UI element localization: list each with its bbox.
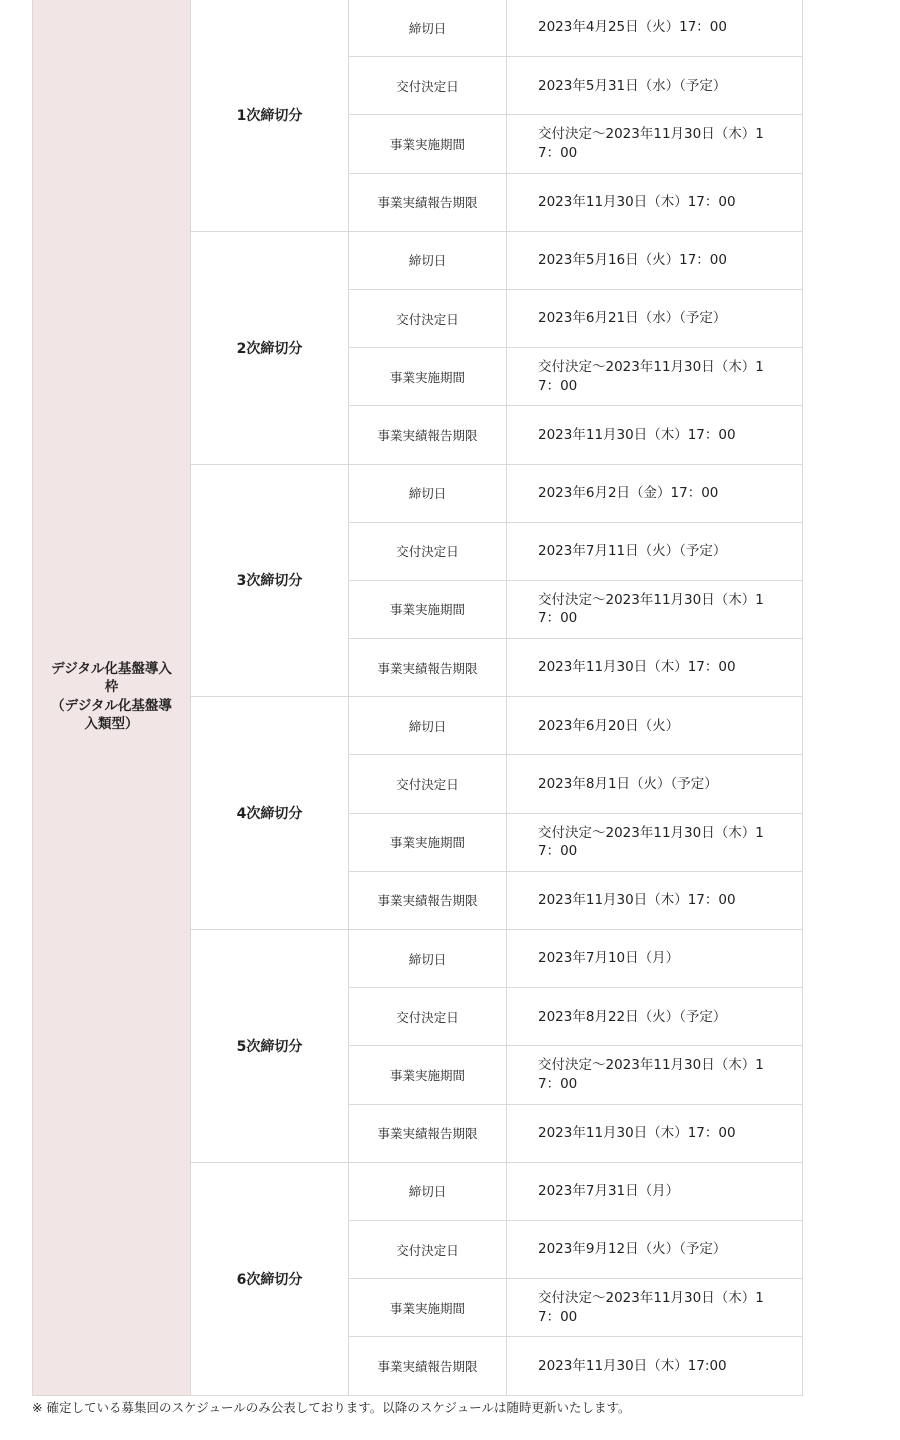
item-value: 2023年5月31日（水）（予定） xyxy=(507,57,803,115)
item-value: 2023年7月31日（月） xyxy=(507,1162,803,1220)
item-value: 2023年5月16日（火）17：00 xyxy=(507,231,803,289)
schedule-table-body xyxy=(33,0,803,1395)
item-value: 2023年11月30日（木）17：00 xyxy=(507,406,803,464)
item-label: 事業実施期間 xyxy=(349,348,507,406)
item-value: 2023年6月2日（金）17：00 xyxy=(507,464,803,522)
round-label: 5次締切分 xyxy=(191,930,349,1163)
item-label: 事業実績報告期限 xyxy=(349,639,507,697)
item-label: 交付決定日 xyxy=(349,522,507,580)
item-label: 事業実施期間 xyxy=(349,1046,507,1104)
item-value: 2023年6月20日（火） xyxy=(507,697,803,755)
schedule-note: ※ 確定している募集回のスケジュールのみ公表しております。以降のスケジュールは随時更新いたします。 xyxy=(32,1400,631,1415)
item-value: 交付決定～2023年11月30日（木）17：00 xyxy=(507,580,803,638)
item-label: 事業実施期間 xyxy=(349,813,507,871)
item-value: 交付決定～2023年11月30日（木）17：00 xyxy=(507,813,803,871)
item-value: 交付決定～2023年11月30日（木）17：00 xyxy=(507,1046,803,1104)
item-value: 2023年11月30日（木）17：00 xyxy=(507,173,803,231)
item-label: 交付決定日 xyxy=(349,1220,507,1278)
item-label: 締切日 xyxy=(349,1162,507,1220)
item-value: 2023年8月22日（火）（予定） xyxy=(507,988,803,1046)
item-value: 2023年8月1日（火）（予定） xyxy=(507,755,803,813)
item-label: 事業実績報告期限 xyxy=(349,173,507,231)
round-label: 3次締切分 xyxy=(191,464,349,697)
item-value: 2023年7月10日（月） xyxy=(507,930,803,988)
item-label: 締切日 xyxy=(349,231,507,289)
item-value: 交付決定～2023年11月30日（木）17：00 xyxy=(507,348,803,406)
item-value: 交付決定～2023年11月30日（木）17：00 xyxy=(507,1279,803,1337)
item-value: 2023年11月30日（木）17:00 xyxy=(507,1337,803,1395)
item-label: 締切日 xyxy=(349,464,507,522)
table-row xyxy=(33,0,803,57)
item-label: 交付決定日 xyxy=(349,755,507,813)
item-label: 事業実績報告期限 xyxy=(349,406,507,464)
item-label: 事業実施期間 xyxy=(349,115,507,173)
item-label: 事業実績報告期限 xyxy=(349,1104,507,1162)
item-label: 交付決定日 xyxy=(349,289,507,347)
round-label: 1次締切分 xyxy=(191,0,349,231)
item-value: 交付決定～2023年11月30日（木）17：00 xyxy=(507,115,803,173)
round-label: 2次締切分 xyxy=(191,231,349,464)
item-label: 事業実施期間 xyxy=(349,580,507,638)
item-value: 2023年7月11日（火）（予定） xyxy=(507,522,803,580)
item-label: 締切日 xyxy=(349,697,507,755)
item-label: 交付決定日 xyxy=(349,57,507,115)
round-label: 6次締切分 xyxy=(191,1162,349,1395)
item-value: 2023年6月21日（水）（予定） xyxy=(507,289,803,347)
schedule-table xyxy=(32,0,803,1396)
frame-label-cell xyxy=(33,0,191,1395)
item-label: 事業実績報告期限 xyxy=(349,871,507,929)
item-value: 2023年9月12日（火）（予定） xyxy=(507,1220,803,1278)
item-label: 締切日 xyxy=(349,0,507,57)
item-value: 2023年4月25日（火）17：00 xyxy=(507,0,803,57)
item-value: 2023年11月30日（木）17：00 xyxy=(507,1104,803,1162)
item-label: 締切日 xyxy=(349,930,507,988)
item-label: 事業実施期間 xyxy=(349,1279,507,1337)
item-value: 2023年11月30日（木）17：00 xyxy=(507,639,803,697)
item-label: 事業実績報告期限 xyxy=(349,1337,507,1395)
item-value: 2023年11月30日（木）17：00 xyxy=(507,871,803,929)
frame-label: デジタル化基盤導入枠 （デジタル化基盤導入類型） xyxy=(51,660,172,733)
item-label: 交付決定日 xyxy=(349,988,507,1046)
round-label: 4次締切分 xyxy=(191,697,349,930)
